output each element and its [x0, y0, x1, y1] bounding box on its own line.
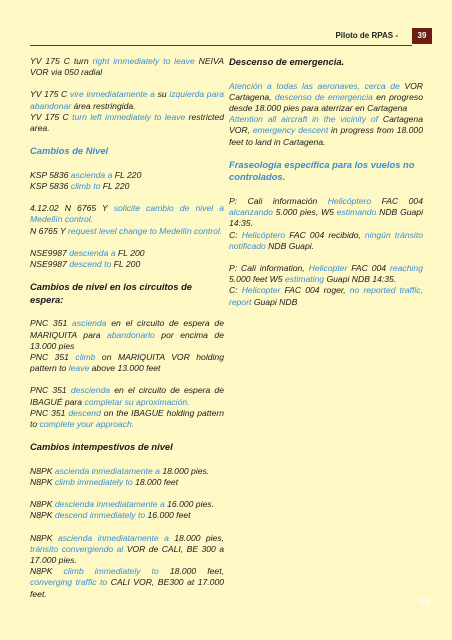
- text-run: no reported traffic, report: [229, 285, 423, 307]
- text-run: N8PK: [30, 477, 55, 488]
- text-run: ascienda inmediatamente a: [57, 532, 169, 543]
- text-run: Cartagena VOR,: [229, 114, 423, 136]
- text-run: PNC 351: [30, 385, 71, 396]
- text-run: ascienda a: [70, 169, 113, 180]
- text-run: climb immediately to: [63, 566, 159, 577]
- text-run: NDB Guapi.: [265, 240, 315, 251]
- text-run: por encima de 13.000 pies: [30, 329, 224, 351]
- text-run: estimating: [284, 274, 325, 285]
- text-run: FAC 004: [371, 196, 423, 206]
- section-heading: Cambios intempestivos de nivel: [30, 441, 173, 453]
- text-run: N8PK: [30, 532, 58, 543]
- paragraph: [30, 112, 224, 134]
- text-run: estimando: [336, 207, 377, 218]
- text-run: NSE9987: [30, 259, 70, 270]
- text-run: 4.12.02 N 6765 Y: [30, 203, 114, 214]
- text-run: PNC 351: [30, 352, 76, 363]
- text-run: converging traffic to: [30, 577, 108, 588]
- text-run: tránsito convergiendo al: [30, 543, 124, 554]
- text-run: PNC 351: [30, 318, 73, 329]
- text-run: Helicopter: [308, 263, 348, 274]
- text-run: on MARIQUITA VOR holding pattern to: [30, 352, 224, 374]
- text-run: NSE9987: [30, 247, 70, 258]
- text-run: Helicóptero: [327, 196, 372, 206]
- header-rule: [30, 45, 412, 46]
- text-run: FAC 004 roger,: [280, 285, 350, 296]
- text-run: 18.000 pies,: [168, 532, 225, 543]
- text-run: N8PK: [30, 465, 55, 476]
- text-run: en progreso desde 18.000 pies para aterrizar en Cartagena: [229, 91, 423, 113]
- text-run: turn left immediately to leave: [72, 111, 186, 122]
- text-run: descend immediately to: [54, 510, 146, 521]
- paragraph: [229, 230, 423, 252]
- paragraph: [30, 408, 224, 430]
- text-run: solicite cambio de nivel a Medellín control.: [30, 203, 224, 225]
- page-number: 39: [417, 596, 430, 608]
- text-run: emergency descent: [252, 125, 329, 136]
- paragraph: [229, 81, 423, 115]
- paragraph: [30, 318, 224, 352]
- text-run: CALI VOR, BE300 at 17.000 feet.: [30, 577, 225, 599]
- text-run: 5.000 pies, W5: [272, 207, 337, 218]
- text-run: FL 200: [111, 259, 141, 270]
- page-header: [0, 28, 452, 46]
- paragraph: [30, 203, 224, 225]
- left-column: [30, 56, 224, 611]
- text-run: climb to: [70, 181, 101, 192]
- text-run: KSP 5836: [30, 181, 71, 192]
- text-run: 18.000 feet: [132, 477, 179, 488]
- text-run: N8PK: [30, 566, 64, 577]
- paragraph: [30, 56, 224, 78]
- text-run: 18.000 pies.: [159, 465, 210, 476]
- text-run: N8PK: [30, 510, 55, 521]
- text-run: alcanzando: [229, 207, 273, 218]
- text-run: N 6765 Y: [30, 225, 68, 236]
- text-run: descend to: [69, 259, 112, 270]
- paragraph: [30, 466, 224, 477]
- text-run: descienda inmediatamente a: [54, 499, 165, 510]
- text-run: PNC 351: [30, 407, 69, 418]
- paragraph: [30, 385, 224, 407]
- text-run: en el circuito de espera de MARIQUITA para: [30, 318, 224, 340]
- text-run: in progress from 18.000 feet to land in Cartagena.: [229, 125, 423, 147]
- text-run: Guapi NDB: [251, 296, 298, 307]
- text-run: reaching: [390, 263, 423, 274]
- section-heading: Cambios de Nivel: [30, 145, 109, 157]
- header-page-number: 39: [412, 28, 432, 44]
- paragraph: [229, 285, 423, 307]
- text-run: YV 175 C: [30, 89, 70, 100]
- text-run: abandonarlo: [107, 329, 155, 340]
- text-run: vire inmediatamente a: [69, 89, 155, 100]
- section-heading: Descenso de emergencia.: [229, 56, 345, 67]
- paragraph: [30, 89, 224, 111]
- paragraph: [30, 352, 224, 374]
- text-run: VOR Cartagena,: [229, 80, 423, 102]
- text-run: C:: [229, 229, 242, 240]
- text-run: FAC 004: [347, 263, 391, 274]
- paragraph: [30, 181, 224, 192]
- text-run: área restringida.: [71, 100, 136, 111]
- paragraph: [30, 248, 224, 259]
- text-run: P: Cali information,: [229, 263, 309, 274]
- text-run: descienda: [70, 385, 111, 396]
- text-run: 16.000 pies.: [164, 499, 214, 510]
- text-run: P: Cali información: [229, 196, 328, 206]
- text-run: Helicopter: [241, 285, 281, 296]
- text-run: FL 200: [115, 247, 145, 258]
- text-run: su: [154, 89, 170, 100]
- text-run: izquierda para abandonar: [30, 89, 225, 111]
- paragraph: [30, 566, 224, 600]
- text-run: Guapi NDB 14:35.: [324, 274, 397, 285]
- text-run: request level change to Medellín control.: [67, 225, 223, 236]
- text-run: VOR de CALI, BE 300 a 17.000 pies.: [30, 543, 224, 566]
- paragraph: [30, 226, 224, 237]
- text-run: C:: [229, 285, 242, 296]
- text-run: Atención a todas las aeronaves, cerca de: [229, 80, 400, 91]
- text-run: en el circuito de espera de IBAGUÉ para: [30, 385, 224, 407]
- text-run: ascienda inmediatamente a: [54, 465, 160, 476]
- text-run: 5.000 feet W5: [229, 274, 285, 285]
- text-run: descienda a: [69, 247, 116, 258]
- paragraph: [229, 114, 423, 148]
- paragraph: [229, 196, 423, 230]
- text-run: FL 220: [100, 181, 130, 192]
- text-run: ningún tránsito notificado: [229, 229, 423, 251]
- text-run: N8PK: [30, 499, 55, 510]
- paragraph: [30, 510, 224, 521]
- text-run: FL 220: [112, 169, 142, 180]
- text-run: NEIVA VOR via 050 radial: [30, 56, 224, 78]
- text-run: KSP 5836: [30, 169, 71, 180]
- text-run: restricted area.: [30, 111, 224, 134]
- text-run: 18.000 feet,: [158, 566, 224, 577]
- text-run: ascienda: [72, 318, 107, 329]
- paragraph: [30, 499, 224, 510]
- text-run: Attention all aircraft in the vicinity of: [229, 114, 379, 125]
- running-title: Piloto de RPAS -: [335, 31, 398, 40]
- text-run: NDB Guapi 14:35.: [229, 207, 423, 229]
- paragraph: [30, 259, 224, 270]
- paragraph: [229, 263, 423, 285]
- paragraph: [30, 477, 224, 488]
- paragraph: [30, 533, 224, 567]
- text-run: climb: [75, 352, 96, 363]
- text-run: 16.000 feet: [145, 510, 191, 521]
- text-run: on the IBAGUE holding pattern to: [30, 407, 224, 430]
- text-run: right immediately to leave: [92, 56, 195, 66]
- text-run: YV 175 C turn: [30, 56, 93, 66]
- section-heading: Fraseología específica para los vuelos no controlados.: [229, 158, 415, 183]
- text-run: descenso de emergencia: [274, 91, 373, 102]
- paragraph: [30, 170, 224, 181]
- text-run: complete your approach.: [39, 419, 135, 430]
- text-run: leave: [68, 363, 90, 374]
- text-run: above 13.000 feet: [89, 363, 161, 374]
- right-column: [229, 56, 423, 319]
- text-run: FAC 004 recibido,: [285, 229, 365, 240]
- text-run: completar su aproximación.: [84, 396, 190, 407]
- text-run: climb immediately to: [54, 477, 133, 488]
- text-run: YV 175 C: [30, 111, 73, 122]
- text-run: descend: [68, 407, 101, 418]
- text-run: Helicóptero: [241, 229, 286, 240]
- section-heading: Cambios de nivel en los circuitos de espera:: [30, 281, 193, 305]
